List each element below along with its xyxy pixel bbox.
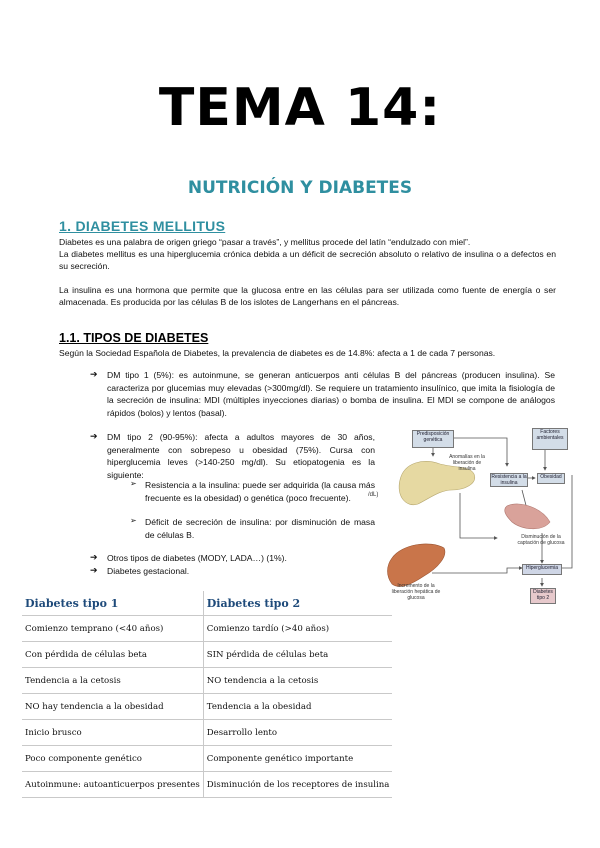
paragraph-prevalence: Según la Sociedad Española de Diabetes, la prevalencia de diabetes es de 14.8%: afecta a 1 de cada 7 personas. <box>59 348 496 358</box>
bullet-gestacional: Diabetes gestacional. <box>107 566 190 576</box>
subbullet-deficit: Déficit de secreción de insulina: por disminución de masa de células B. <box>145 517 375 540</box>
table-cell: Tendencia a la cetosis <box>22 668 203 694</box>
label-incremento: Incremento de la liberación hepática de glucosa <box>391 583 441 601</box>
table-cell: Disminución de los receptores de insulina <box>203 772 392 798</box>
bullet-dm-tipo-1: DM tipo 1 (5%): es autoinmune, se generan anticuerpos anti células B del páncreas (producen insulina). Se caracteriza por glucemias muy elevadas (>300mg/dl). Se requiere un tratamiento insulínico, que imita la fisiología de la secreción de insulina: MDI (múltiples inyecciones diarias) o bomba de insulina. El MDI se compone de análogos rápidos (bolos) y lentos (basal). <box>107 370 555 418</box>
liver-illustration <box>388 544 445 587</box>
subbullet-resistencia: Resistencia a la insulina: puede ser adquirida (la causa más frecuente es la obesidad) o genética (poco frecuente). <box>145 480 375 503</box>
arrow-subbullet-icon: ➢ <box>130 479 137 488</box>
table-row <box>22 720 392 746</box>
table-cell: Comienzo tardío (>40 años) <box>203 616 392 642</box>
box-obesidad: Obesidad <box>537 473 565 484</box>
paragraph-definition: La diabetes mellitus es una hiperglucemia crónica debida a un déficit de secreción absoluto o relativo de insulina o a defectos en su secreción. <box>59 249 556 271</box>
table-cell: Desarrollo lento <box>203 720 392 746</box>
page-title: TEMA 14: <box>158 78 442 138</box>
section-heading-diabetes-mellitus: 1. DIABETES MELLITUS <box>59 218 226 234</box>
paragraph-etymology: Diabetes es una palabra de origen griego “pasar a través”, y mellitus procede del latín “endulzado con miel”. <box>59 237 471 247</box>
page-subtitle: NUTRICIÓN Y DIABETES <box>187 178 413 198</box>
table-cell: Con pérdida de células beta <box>22 642 203 668</box>
label-disminucion: Disminución de la captación de glucosa <box>517 534 565 546</box>
table-cell: NO tendencia a la cetosis <box>203 668 392 694</box>
box-hiperglucemia: Hiperglucemia <box>522 564 562 575</box>
table-header-tipo-1: Diabetes tipo 1 <box>22 591 203 616</box>
arrow-bullet-icon: ➔ <box>90 431 98 441</box>
table-cell: SIN pérdida de células beta <box>203 642 392 668</box>
comparison-table <box>22 591 392 798</box>
table-row <box>22 616 392 642</box>
table-cell: Comienzo temprano (<40 años) <box>22 616 203 642</box>
table-row <box>22 642 392 668</box>
arrow-subbullet-icon: ➢ <box>130 516 137 525</box>
table-row <box>22 746 392 772</box>
muscle-illustration <box>505 504 550 529</box>
box-factores: Factores ambientales <box>532 428 568 450</box>
table-cell: Tendencia a la obesidad <box>203 694 392 720</box>
bullet-otros-tipos: Otros tipos de diabetes (MODY, LADA…) (1%). <box>107 553 287 563</box>
paragraph-insulin: La insulina es una hormona que permite que la glucosa entre en las células para ser utilizada como fuente de energía o ser almacenada. Es producida por las células B de los islotes de Langerhans en el páncreas. <box>59 285 556 307</box>
table-header-row <box>22 591 392 616</box>
arrow-bullet-icon: ➔ <box>90 552 98 562</box>
table-cell: Inicio brusco <box>22 720 203 746</box>
table-cell: Componente genético importante <box>203 746 392 772</box>
table-row <box>22 694 392 720</box>
box-predisposicion: Predisposición genética <box>412 430 454 448</box>
box-diabetes-tipo-2: Diabetes tipo 2 <box>530 588 556 604</box>
label-units-fragment: /dL) <box>368 492 379 498</box>
arrow-bullet-icon: ➔ <box>90 565 98 575</box>
table-cell: Poco componente genético <box>22 746 203 772</box>
bullet-dm-tipo-2: DM tipo 2 (90-95%): afecta a adultos mayores de 30 años, generalmente con sobrepeso u obesidad (75%). Cursa con hiperglucemia leves (>140-250 mg/dl). Su etiopatogenia es la siguiente: <box>107 432 375 480</box>
table-row <box>22 772 392 798</box>
table-header-tipo-2: Diabetes tipo 2 <box>203 591 392 616</box>
label-anomalias: Anomalías en la liberación de insulina <box>449 454 485 472</box>
pathogenesis-diagram <box>368 418 582 620</box>
table-cell: Autoinmune: autoanticuerpos presentes <box>22 772 203 798</box>
table-cell: NO hay tendencia a la obesidad <box>22 694 203 720</box>
box-resistencia: Resistencia a la insulina <box>491 474 527 486</box>
arrow-bullet-icon: ➔ <box>90 369 98 379</box>
section-heading-tipos: 1.1. TIPOS DE DIABETES <box>59 331 209 345</box>
table-row <box>22 668 392 694</box>
